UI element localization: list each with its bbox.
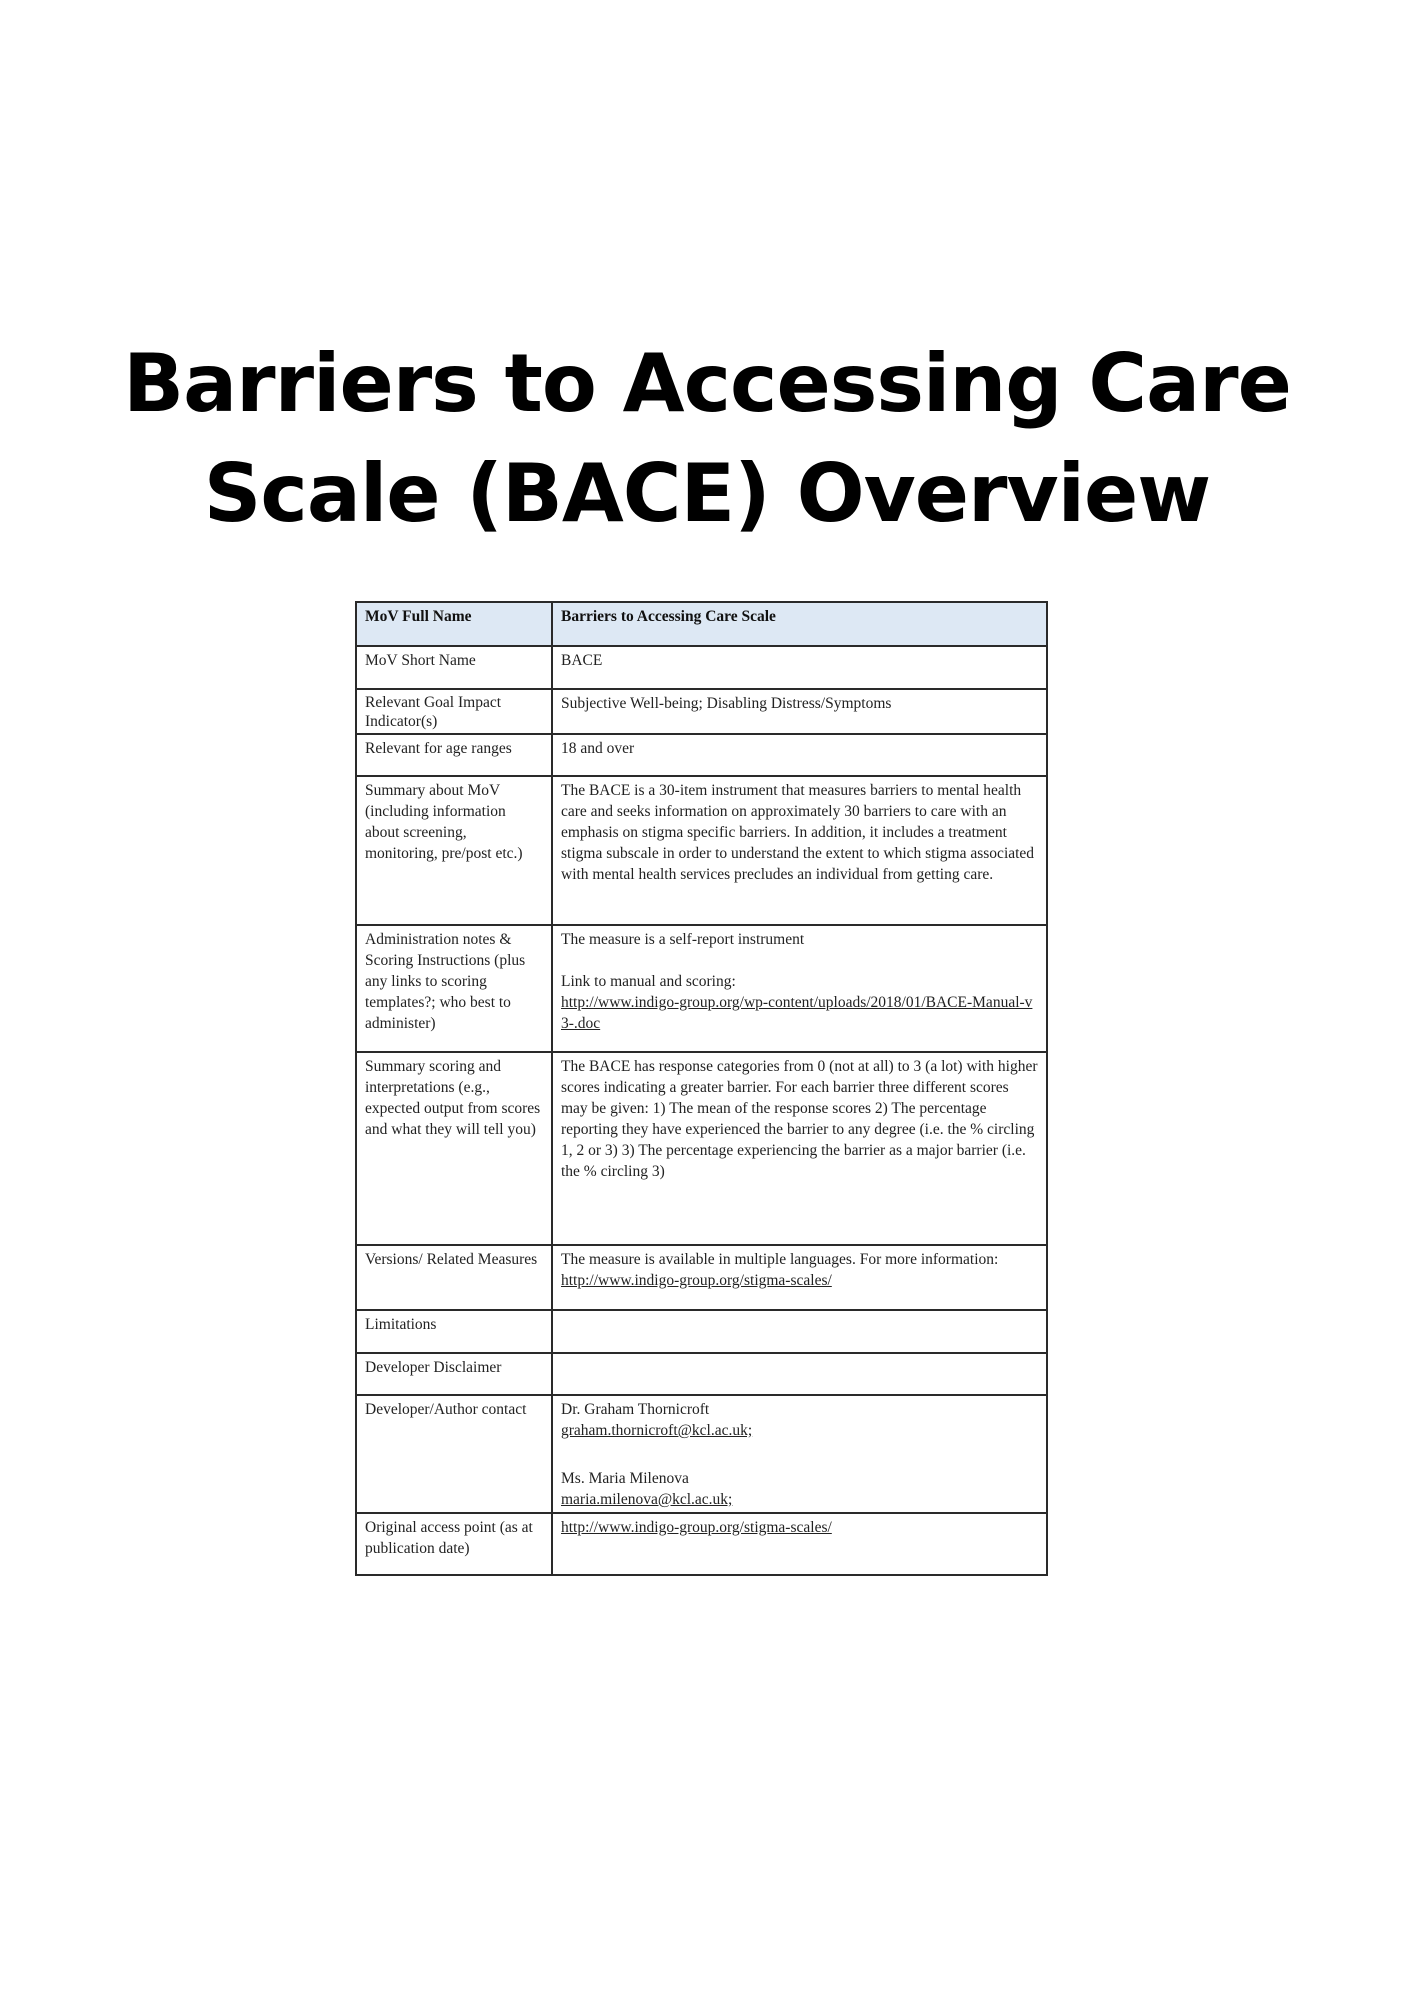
row-label: MoV Short Name	[356, 646, 552, 689]
table-row	[356, 1395, 1047, 1513]
table-row	[356, 1245, 1047, 1310]
admin-note: The measure is a self-report instrument	[561, 931, 805, 948]
row-value-group	[552, 1513, 1047, 1575]
row-value-group	[552, 1245, 1047, 1310]
bace-overview-table	[355, 601, 1048, 1576]
header-label: MoV Full Name	[356, 602, 552, 646]
manual-link-label: Link to manual and scoring:	[561, 973, 736, 990]
title-line-2: Scale (BACE) Overview	[203, 446, 1211, 540]
row-value: The BACE has response categories from 0 (not at all) to 3 (a lot) with higher scores indicating a greater barrier. For each barrier three different scores may be given: 1) The mean of the response scores 2) The percentage reporting they have experienced the barrier to any degree (i.e. the % circling 1, 2 or 3) 3) The percentage experiencing the barrier as a major barrier (i.e. the % circling 3)	[552, 1052, 1047, 1245]
header-value: Barriers to Accessing Care Scale	[552, 602, 1047, 646]
access-point-link[interactable]: http://www.indigo-group.org/stigma-scales/	[561, 1519, 832, 1536]
stigma-scales-link[interactable]: http://www.indigo-group.org/stigma-scales/	[561, 1272, 832, 1289]
contact-1-email[interactable]: graham.thornicroft@kcl.ac.uk;	[561, 1422, 753, 1439]
title-line-1: Barriers to Accessing Care	[123, 336, 1291, 430]
table-row	[356, 734, 1047, 776]
contact-2-name: Ms. Maria Milenova	[561, 1470, 689, 1487]
page-title	[0, 329, 1414, 549]
table-header-row	[356, 602, 1047, 646]
row-label: Administration notes & Scoring Instructions (plus any links to scoring templates?; who best to administer)	[356, 925, 552, 1052]
row-label: Relevant for age ranges	[356, 734, 552, 776]
row-label: Summary scoring and interpretations (e.g., expected output from scores and what they will tell you)	[356, 1052, 552, 1245]
contact-2-email[interactable]: maria.milenova@kcl.ac.uk;	[561, 1491, 733, 1508]
table-row	[356, 776, 1047, 925]
row-value: Subjective Well-being; Disabling Distress/Symptoms	[552, 689, 1047, 734]
row-label: Summary about MoV (including information about screening, monitoring, pre/post etc.)	[356, 776, 552, 925]
table-row	[356, 1310, 1047, 1353]
table-row	[356, 925, 1047, 1052]
row-value: The BACE is a 30-item instrument that measures barriers to mental health care and seeks information on approximately 30 barriers to care with an emphasis on stigma specific barriers. In addition, it includes a treatment stigma subscale in order to understand the extent to which stigma associated with mental health services precludes an individual from getting care.	[552, 776, 1047, 925]
row-value-group	[552, 925, 1047, 1052]
table-row	[356, 689, 1047, 734]
row-label: Developer/Author contact	[356, 1395, 552, 1513]
manual-link[interactable]: http://www.indigo-group.org/wp-content/uploads/2018/01/BACE-Manual-v3-.doc	[561, 994, 1033, 1032]
table-row	[356, 1353, 1047, 1395]
row-value	[552, 1353, 1047, 1395]
versions-text: The measure is available in multiple languages. For more information:	[561, 1251, 999, 1268]
table-row	[356, 1513, 1047, 1575]
row-label: Original access point (as at publication date)	[356, 1513, 552, 1575]
row-label: Versions/ Related Measures	[356, 1245, 552, 1310]
row-value: 18 and over	[552, 734, 1047, 776]
row-value-group	[552, 1395, 1047, 1513]
row-label: Developer Disclaimer	[356, 1353, 552, 1395]
table-row	[356, 646, 1047, 689]
row-value: BACE	[552, 646, 1047, 689]
row-label: Limitations	[356, 1310, 552, 1353]
row-label: Relevant Goal Impact Indicator(s)	[356, 689, 552, 734]
row-value	[552, 1310, 1047, 1353]
contact-1-name: Dr. Graham Thornicroft	[561, 1401, 710, 1418]
table-row	[356, 1052, 1047, 1245]
